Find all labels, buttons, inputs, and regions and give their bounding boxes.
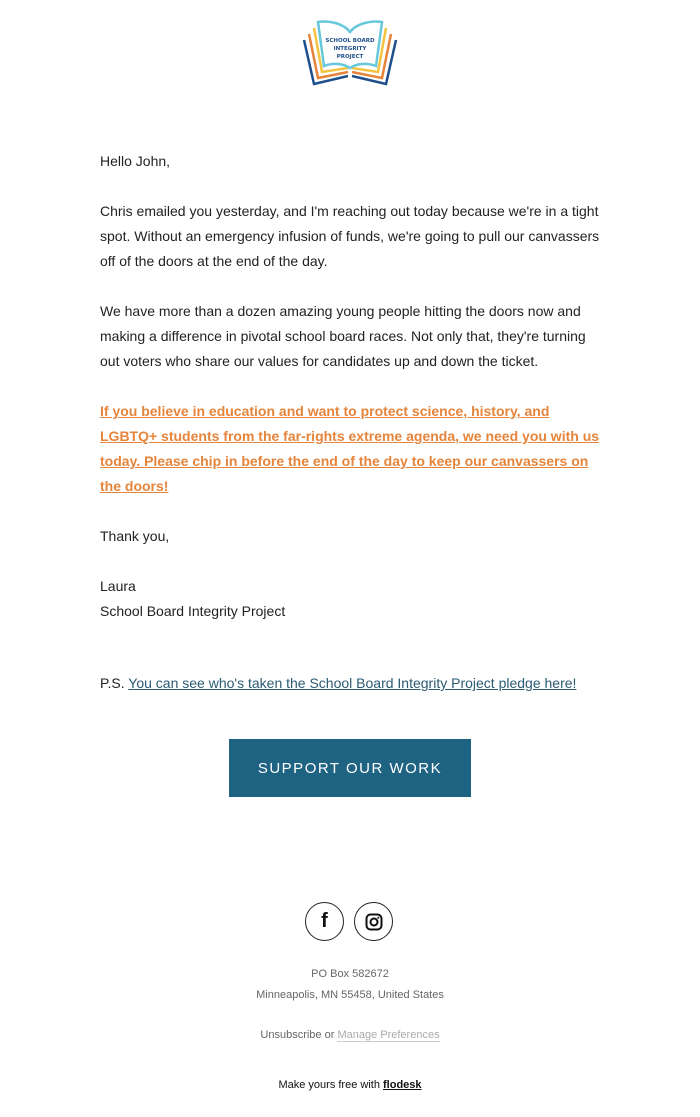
signature-name: Laura: [100, 578, 136, 594]
manage-preferences-link[interactable]: Manage Preferences: [337, 1029, 440, 1041]
signature-org: School Board Integrity Project: [100, 603, 286, 619]
address-line-2: Minneapolis, MN 55458, United States: [256, 989, 444, 1001]
flodesk-link[interactable]: flodesk: [383, 1079, 422, 1091]
social-links: [305, 902, 393, 941]
facebook-icon[interactable]: f: [305, 902, 344, 941]
svg-text:SCHOOL BOARD: SCHOOL BOARD: [325, 38, 375, 44]
svg-text:INTEGRITY: INTEGRITY: [333, 46, 367, 52]
donate-cta-link[interactable]: If you believe in education and want to protect science, history, and LGBTQ+ students from the far-rights extreme agenda, we need you with us today. Please chip in before the end of the day to keep our canvassers on the doors!: [100, 403, 600, 494]
instagram-icon[interactable]: [354, 902, 393, 941]
paragraph: Chris emailed you yesterday, and I'm reaching out today because we're in a tight spot. Without an emergency infusion of funds, we're going to pull our canvassers off of the doors at the end of the day.: [100, 203, 600, 269]
made-prefix: Make yours free with: [278, 1079, 384, 1091]
paragraph: We have more than a dozen amazing young people hitting the doors now and making a difference in pivotal school board races. Not only that, they're turning out voters who share our values for candidates up and down the ticket.: [100, 303, 586, 369]
address-line-1: PO Box 582672: [311, 968, 389, 980]
pledge-link[interactable]: You can see who's taken the School Board Integrity Project pledge here!: [128, 675, 577, 691]
ps-prefix: P.S.: [100, 675, 125, 691]
svg-text:PROJECT: PROJECT: [336, 54, 364, 60]
email-body: [100, 149, 605, 721]
greeting: Hello John,: [100, 153, 171, 169]
unsubscribe-link[interactable]: Unsubscribe: [260, 1029, 322, 1041]
support-our-work-button[interactable]: SUPPORT OUR WORK: [229, 739, 471, 797]
made-with-flodesk: [0, 1079, 700, 1091]
preferences-links: [0, 1029, 700, 1041]
closing: Thank you,: [100, 528, 170, 544]
school-board-integrity-project-logo: [300, 18, 400, 88]
or-text: or: [321, 1029, 338, 1041]
